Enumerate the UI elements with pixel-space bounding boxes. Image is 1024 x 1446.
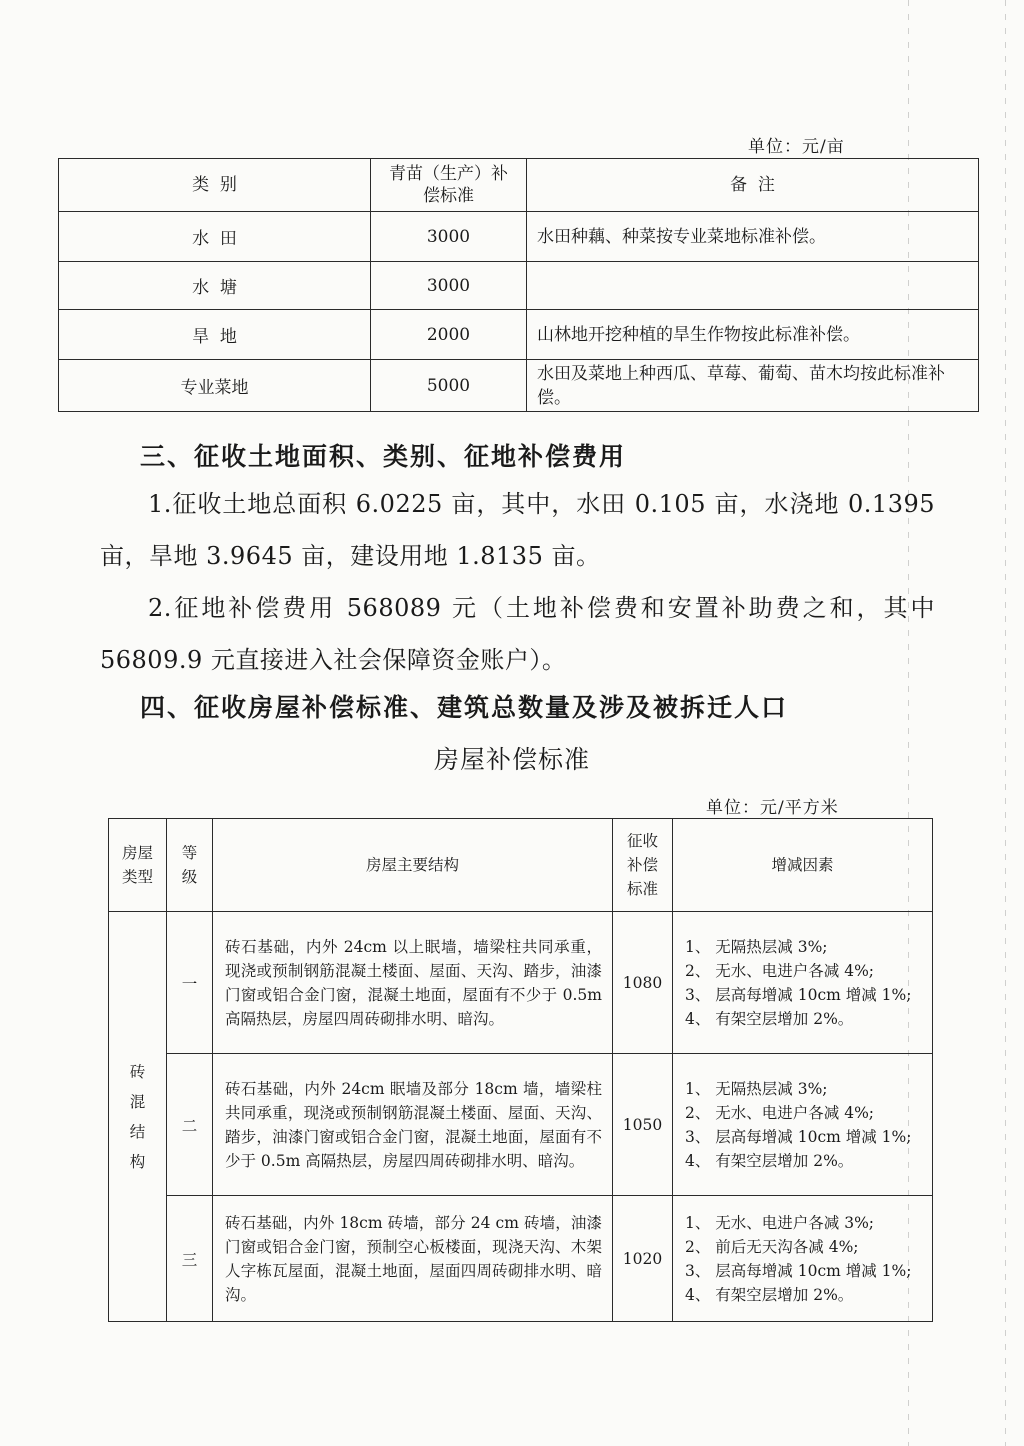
table-row bbox=[59, 262, 979, 310]
table-header-row bbox=[59, 159, 979, 212]
factor-item: 2、 前后无天沟各减 4%; bbox=[685, 1237, 859, 1256]
standard-cell: 3000 bbox=[371, 262, 527, 310]
grade-cell: 三 bbox=[167, 1196, 213, 1322]
factor-item: 4、 有架空层增加 2%。 bbox=[685, 1285, 854, 1304]
section3-heading: 三、征收土地面积、类别、征地补偿费用 bbox=[140, 442, 627, 471]
table-row bbox=[59, 360, 979, 412]
header-factors: 增减因素 bbox=[673, 819, 933, 912]
section4-heading: 四、征收房屋补偿标准、建筑总数量及涉及被拆迁人口 bbox=[140, 693, 789, 722]
factors-cell bbox=[673, 1054, 933, 1196]
standard-cell: 2000 bbox=[371, 310, 527, 360]
factor-item: 3、 层高每增减 10cm 增减 1%; bbox=[685, 1261, 912, 1280]
scan-edge-line bbox=[1005, 0, 1006, 1446]
grade-cell: 一 bbox=[167, 912, 213, 1054]
note-cell: 水田及菜地上种西瓜、草莓、葡萄、苗木均按此标准补偿。 bbox=[527, 360, 979, 412]
structure-cell: 砖石基础，内外 24cm 眠墙及部分 18cm 墙，墙梁柱共同承重，现浇或预制钢筋混凝土楼面、屋面、天沟、踏步，油漆门窗或铝合金门窗，混凝土地面，屋面有不少于 0.5m 高隔热层，房屋四周砖砌排水明、暗沟。 bbox=[213, 1054, 613, 1196]
table-header-row bbox=[109, 819, 933, 912]
standard-cell: 1080 bbox=[613, 912, 673, 1054]
structure-cell: 砖石基础，内外 24cm 以上眠墙，墙梁柱共同承重，现浇或预制钢筋混凝土楼面、屋面、天沟、踏步，油漆门窗或铝合金门窗，混凝土地面，屋面有不少于 0.5m 高隔热层，房屋四周砖砌排水明、暗沟。 bbox=[213, 912, 613, 1054]
factor-item: 1、 无隔热层减 3%; bbox=[685, 937, 828, 956]
note-cell bbox=[527, 262, 979, 310]
header-standard: 青苗（生产）补偿标准 bbox=[371, 159, 527, 212]
factor-item: 2、 无水、电进户各减 4%; bbox=[685, 961, 875, 980]
table-row bbox=[59, 212, 979, 262]
factors-cell bbox=[673, 1196, 933, 1322]
table1-unit: 单位：元/亩 bbox=[748, 137, 845, 157]
header-house-type: 房屋类型 bbox=[109, 819, 167, 912]
factor-item: 4、 有架空层增加 2%。 bbox=[685, 1151, 854, 1170]
note-cell: 水田种藕、种菜按专业菜地标准补偿。 bbox=[527, 212, 979, 262]
category-cell: 水 塘 bbox=[59, 262, 371, 310]
category-cell: 旱 地 bbox=[59, 310, 371, 360]
factors-cell bbox=[673, 912, 933, 1054]
standard-cell: 5000 bbox=[371, 360, 527, 412]
standard-cell: 1020 bbox=[613, 1196, 673, 1322]
section3-paragraph-2: 2.征地补偿费用 568089 元（土地补偿费和安置补助费之和，其中 56809.9 元直接进入社会保障资金账户）。 bbox=[100, 594, 935, 674]
note-cell: 山林地开挖种植的旱生作物按此标准补偿。 bbox=[527, 310, 979, 360]
section3-paragraph-1: 1.征收土地总面积 6.0225 亩，其中，水田 0.105 亩，水浇地 0.1395 亩，旱地 3.9645 亩，建设用地 1.8135 亩。 bbox=[100, 490, 935, 570]
structure-cell: 砖石基础，内外 18cm 砖墙，部分 24 cm 砖墙，油漆门窗或铝合金门窗，预制空心板楼面，现浇天沟、木架人字栋瓦屋面，混凝土地面，屋面四周砖砌排水明、暗沟。 bbox=[213, 1196, 613, 1322]
header-standard: 征收补偿标准 bbox=[613, 819, 673, 912]
house-table-title: 房屋补偿标准 bbox=[433, 745, 590, 774]
standard-cell: 3000 bbox=[371, 212, 527, 262]
factor-item: 4、 有架空层增加 2%。 bbox=[685, 1009, 854, 1028]
table2-unit: 单位：元/平方米 bbox=[706, 798, 839, 818]
factor-item: 1、 无隔热层减 3%; bbox=[685, 1079, 828, 1098]
grade-cell: 二 bbox=[167, 1054, 213, 1196]
header-structure: 房屋主要结构 bbox=[213, 819, 613, 912]
factor-item: 3、 层高每增减 10cm 增减 1%; bbox=[685, 1127, 912, 1146]
standard-cell: 1050 bbox=[613, 1054, 673, 1196]
header-note: 备 注 bbox=[527, 159, 979, 212]
factor-item: 1、 无水、电进户各减 3%; bbox=[685, 1213, 875, 1232]
factor-item: 2、 无水、电进户各减 4%; bbox=[685, 1103, 875, 1122]
category-cell: 专业菜地 bbox=[59, 360, 371, 412]
factor-item: 3、 层高每增减 10cm 增减 1%; bbox=[685, 985, 912, 1004]
header-category: 类 别 bbox=[59, 159, 371, 212]
category-cell: 水 田 bbox=[59, 212, 371, 262]
table-row bbox=[109, 1054, 933, 1196]
table-row bbox=[59, 310, 979, 360]
table-row bbox=[109, 1196, 933, 1322]
house-type-cell: 砖混结构 bbox=[109, 912, 167, 1322]
crop-compensation-table bbox=[58, 158, 979, 412]
house-compensation-table bbox=[108, 818, 933, 1322]
table-row bbox=[109, 912, 933, 1054]
header-grade: 等级 bbox=[167, 819, 213, 912]
